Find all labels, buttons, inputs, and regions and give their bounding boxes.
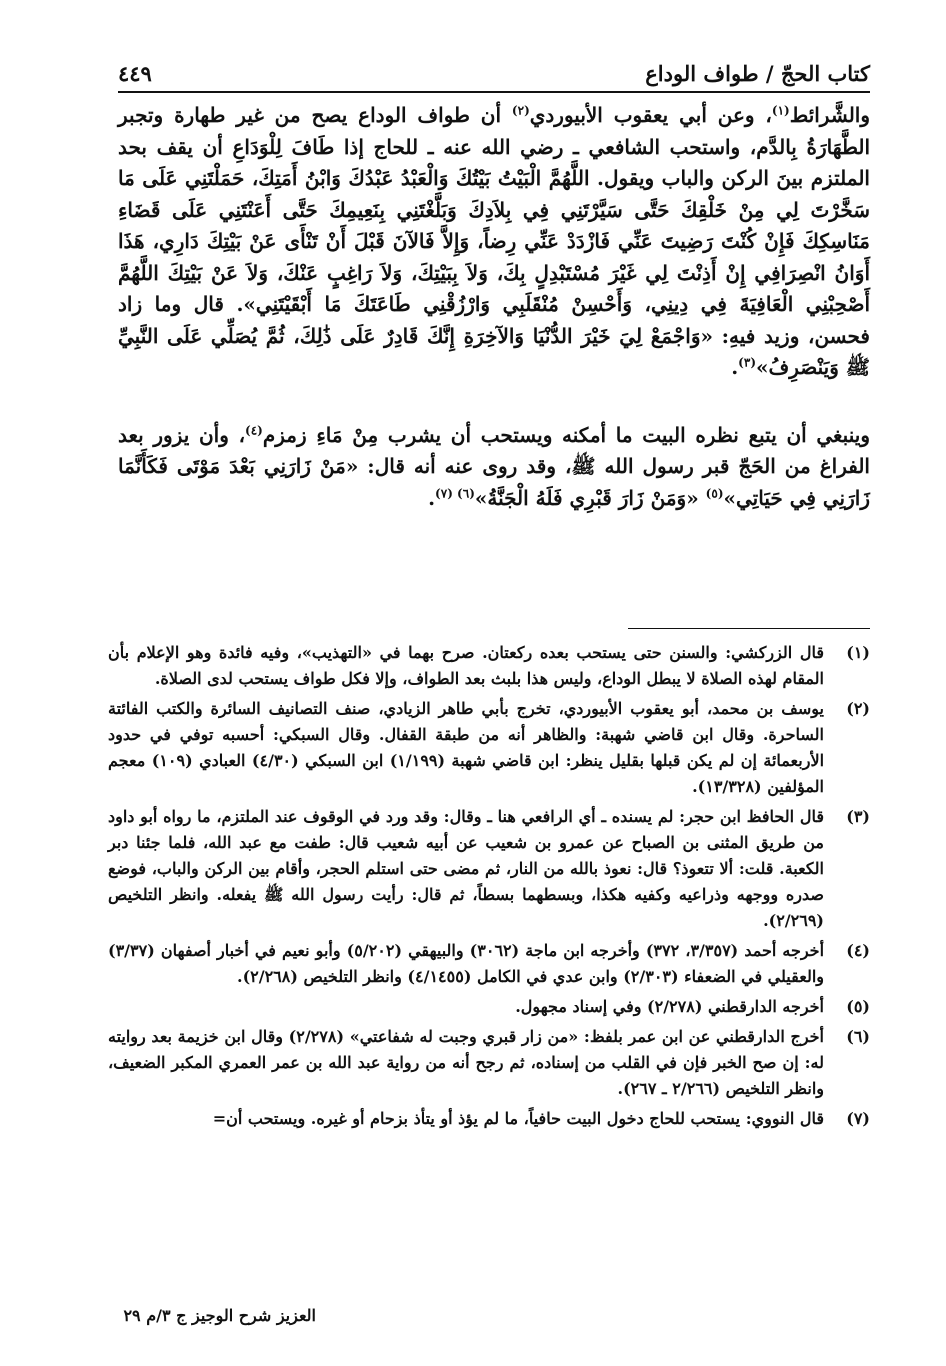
- footnote-5: [108, 994, 870, 1020]
- footnote-number: (٤): [846, 941, 870, 960]
- running-head: [118, 52, 870, 86]
- printer-signature: العزيز شرح الوجيز ج ٣/م ٢٩: [123, 1306, 316, 1325]
- footnote-text: قال الحافظ ابن حجر: لم يسنده ـ أي الرافعي هنا ـ وقال: وقد ورد في الوقوف عند الملتزم، ما رواه أبو داود من طريق المثنى بن الصباح عن عمرو بن شعيب عن أبيه شعيب قال: طفت مع عبد الله، فلما جئنا دبر الكعبة. قلت: ألا تتعوذ؟ قال: نعوذ بالله من النار، ثم مضى حتى استلم الحجر، وأقام بين الركن والباب، فوضع صدره ووجهه وذراعيه وكفيه هكذا، وبسطهما بسطاً، ثم قال: رأيت رسول الله ﷺ يفعله. وانظر التلخيص (٢/٢٦٩).: [108, 807, 824, 930]
- page-number: ٤٤٩: [118, 61, 152, 86]
- footnote-2: [108, 696, 870, 800]
- footnote-number: (١): [846, 643, 870, 662]
- header-rule: [118, 91, 870, 93]
- footnote-ref-3[interactable]: (٣): [738, 355, 756, 370]
- footnote-7: [108, 1106, 870, 1132]
- paragraph-2: وينبغي أن يتبع نظره البيت ما أمكنه ويستحب أن يشرب مِنْ مَاءِ زمزم$^{(٤)}$، وأن يزور بعد الفراغ من الحَجّ قبر رسول الله ﷺ، وقد روى عنه أنه قال: «مَنْ زَارَنِي بَعْدَ مَوْتَى فَكَأَنَّمَا زَارَنِي فِي حَيَاتِي»$^{(٥)}$ «وَمَنْ زَارَ قَبْرِي فَلَهُ الْجَنَّةُ»$^{(٦)}$ $^{(٧)}$.: [118, 422, 870, 510]
- footnote-ref-2[interactable]: (٢): [511, 103, 530, 118]
- footnote-text: أخرجه الدارقطني (٢/٢٧٨) وفي إسناد مجهول.: [515, 997, 824, 1016]
- footnote-3: [108, 804, 870, 934]
- footnote-ref-4[interactable]: (٤): [245, 422, 263, 437]
- footnote-4: [108, 938, 870, 990]
- footnote-ref-5[interactable]: (٥): [705, 485, 724, 500]
- footnote-number: (٧): [846, 1109, 870, 1128]
- main-text: [118, 100, 870, 514]
- footnote-text: قال النووي: يستحب للحاج دخول البيت حافياً، ما لم يؤذ أو يتأذ بزحام أو غيره. ويستحب أن=: [212, 1109, 824, 1128]
- footnotes-separator: [628, 628, 870, 629]
- footnote-number: (٣): [846, 807, 870, 826]
- footnote-ref-1[interactable]: (١): [771, 103, 790, 118]
- footnote-text: أخرج الدارقطني عن ابن عمر بلفظ: «من زار قبري وجبت له شفاعتي» (٢/٢٧٨) وقال ابن خزيمة بعد روايته له: إن صح الخبر فإن في القلب من إسناده، ثم رجح أنه من رواية عبد الله بن عمر العمري المكبر الضعيف، وانظر التلخيص (٢/٢٦٦ ـ ٢٦٧).: [108, 1027, 824, 1098]
- footnotes: [108, 640, 870, 1136]
- footnote-1: [108, 640, 870, 692]
- footnote-number: (٢): [846, 699, 870, 718]
- footnote-6: [108, 1024, 870, 1102]
- footnote-text: قال الزركشي: والسنن حتى يستحب بعده ركعتان. صرح بهما في «التهذيب»، وفيه فائدة وهو الإعلام بأن المقام لهذه الصلاة لا يبطل الوداع، وليس هذا بلبث بعد الطواف، وإلا فكل طواف يستحب لدى الصلاة.: [108, 643, 824, 688]
- footnote-text: أخرجه أحمد (٣/٣٥٧، ٣٧٢) وأخرجه ابن ماجة (٣٠٦٢) والبيهقي (٥/٢٠٢) وأبو نعيم في أخبار أصفهان (٣/٣٧) والعقيلي في الضعفاء (٢/٣٠٣) وابن عدي في الكامل (٤/١٤٥٥) وانظر التلخيص (٢/٢٦٨).: [108, 941, 825, 986]
- footnote-ref-6[interactable]: (٦): [457, 485, 475, 500]
- paragraph-1: والشَّرائط$^{(١)}$، وعن أبي يعقوب الأبيوردي$^{(٢)}$ أن طواف الوداع يصح من غير طهارة وتجبر الطَّهَارَةُ بِالدَّم، واستحب الشافعي ـ رضي الله عنه ـ للحاج إذا طَافَ لِلْوَدَاعِ أن يقف بحد الملتزم بينَ الركن والباب ويقول. اللَّهُمَّ الْبَيْتُ بَيْتُكَ وَالْعَبْدُ عَبْدُكَ وَابْنُ أَمَتِكَ، حَمَلْتَنِي عَلَى مَا سَخَّرْتَ لِي مِنْ خَلْقِكَ حَتَّى سَيَّرْتَنِي فِي بِلاَدِكَ وَبَلَّغْتَنِي بِنَعِيمِكَ حَتَّى أَعَنْتَنِي عَلَى قَضَاءِ مَنَاسِكِكَ فَإِنْ كُنْتَ رَضِيتَ عَنِّي فَازْدَدْ عَنِّي رِضاً، وَإِلاَّ فَالآنَ قَبْلَ أَنْ تَنْأَى عَنْ بَيْتِكَ دَارِي، هَذَا أَوَانُ انْصِرَافِي إِنْ أَذِنْتَ لِي غَيْرَ مُسْتَبْدِلٍ بِكَ، وَلاَ بِبَيْتِكَ، وَلاَ رَاغِبٍ عَنْكَ، وَلاَ عَنْ بَيْتِكَ اللَّهُمَّ أَصْحِبْنِي الْعَافِيَةَ فِي دِينِي، وَأَحْسِنْ مُنْقَلَبِي وَارْزُقْنِي طَاعَتَكَ مَا أَبْقَيْتَنِي». قال وما زاد فحسن، وزيد فيهِ: «وَاجْمَعْ لِيَ خَيْرَ الدُّنْيَا وَالآخِرَةِ إِنَّكَ قَادِرٌ عَلَى ذَٰلِكَ، ثُمَّ يُصَلِّي عَلَى النَّبِيِّ ﷺ وَيَنْصَرِفُ»$^{(٣)}$.: [118, 103, 870, 379]
- footnote-number: (٥): [846, 997, 870, 1016]
- footnote-text: يوسف بن محمد، أبو يعقوب الأبيوردي، تخرج بأبي طاهر الزيادي، صنف التصانيف السائرة والكتب الفائتة الساحرة. وقال ابن قاضي شهبة: والظاهر أنه من طبقة القفال. وقال السبكي: أحسبه توفي في حدود الأربعمائة إن لم يكن قبلها بقليل ينظر: ابن قاضي شهبة (١/١٩٩) ابن السبكي (٤/٣٠) العبادي (١٠٩) معجم المؤلفين (١٣/٣٢٨).: [108, 699, 825, 796]
- footnote-number: (٦): [846, 1027, 870, 1046]
- footnote-ref-7[interactable]: (٧): [435, 485, 458, 500]
- running-head-title: كتاب الحجّ / طواف الوداع: [645, 61, 870, 86]
